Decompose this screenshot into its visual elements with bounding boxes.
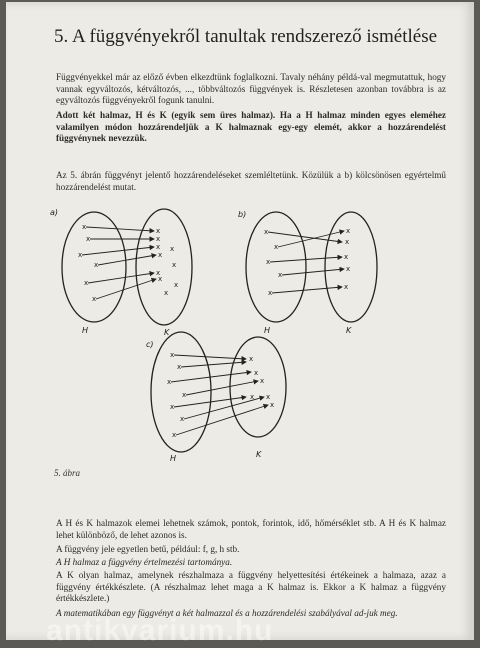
book-page bbox=[6, 2, 474, 647]
svg-text:x: x bbox=[344, 283, 349, 291]
svg-text:x: x bbox=[156, 235, 161, 243]
svg-text:x: x bbox=[158, 251, 163, 259]
svg-text:x: x bbox=[170, 351, 175, 359]
svg-text:x: x bbox=[172, 261, 177, 269]
svg-text:x: x bbox=[78, 251, 83, 259]
svg-text:x: x bbox=[260, 377, 265, 385]
svg-text:x: x bbox=[182, 391, 187, 399]
set-k-ellipse-c bbox=[230, 337, 286, 437]
svg-text:x: x bbox=[172, 431, 177, 439]
set-label-h-b: H bbox=[264, 326, 271, 335]
svg-text:x: x bbox=[86, 235, 91, 243]
paragraph-domain: A H halmaz a függvény értelmezési tartománya. bbox=[56, 557, 233, 567]
set-k-ellipse-a bbox=[136, 209, 192, 325]
svg-text:x: x bbox=[164, 289, 169, 297]
function-mapping-diagram bbox=[46, 207, 446, 467]
svg-text:x: x bbox=[250, 393, 255, 401]
paragraph-function-notation: A függvény jele egyetlen betű, például: f, g, h stb. bbox=[56, 544, 240, 554]
watermark: antikvarium.hu bbox=[46, 614, 274, 647]
svg-text:x: x bbox=[170, 245, 175, 253]
svg-text:x: x bbox=[266, 258, 271, 266]
figure-caption: 5. ábra bbox=[54, 468, 81, 478]
svg-text:x: x bbox=[174, 281, 179, 289]
svg-text:x: x bbox=[92, 295, 97, 303]
svg-text:x: x bbox=[266, 393, 271, 401]
set-label-k-a: K bbox=[164, 328, 170, 337]
diagram-label-b: b) bbox=[238, 210, 247, 219]
svg-text:x: x bbox=[156, 227, 161, 235]
paragraph-definition: Adott két halmaz, H és K (egyik sem üres halmaz). Ha a H halmaz minden egyes eleméhez valamilyen módon hozzárendeljük a K halmaznak egy-egy elemét, akkor a hozzárendelést függvénynek nevezzük. bbox=[56, 110, 446, 144]
svg-text:x: x bbox=[156, 269, 161, 277]
diagram-label-c: c) bbox=[146, 340, 154, 349]
svg-text:x: x bbox=[274, 243, 279, 251]
svg-text:x: x bbox=[345, 238, 350, 246]
paragraph-set-elements: A H és K halmazok elemei lehetnek számok, pontok, forintok, idő, hőmérséklet stb. A H és K halmaz lehet különböző, de lehet azonos is. bbox=[56, 518, 446, 540]
paragraph-definition-rule: A matematikában egy függvényt a két halmazzal és a hozzárendelési szabályával ad-juk meg. bbox=[56, 608, 398, 618]
svg-text:x: x bbox=[344, 253, 349, 261]
section-heading: 5. A függvényekről tanultak rendszerező ismétlése bbox=[54, 26, 438, 47]
set-label-k-b: K bbox=[346, 326, 352, 335]
paragraph-intro: Függvényekkel már az előző évben elkezdtünk foglalkozni. Tavaly néhány példá-val megmutattuk, hogy vannak egyváltozós, kétváltozós, ..., többváltozós függvények is. Részletesen azonban továbbra is az egyváltozós függvényekről fogunk tanulni. bbox=[56, 72, 446, 106]
svg-text:x: x bbox=[82, 223, 87, 231]
svg-text:x: x bbox=[346, 227, 351, 235]
set-h-ellipse-b bbox=[246, 212, 306, 322]
svg-text:x: x bbox=[264, 228, 269, 236]
svg-text:x: x bbox=[84, 279, 89, 287]
svg-text:x: x bbox=[170, 403, 175, 411]
svg-text:x: x bbox=[94, 261, 99, 269]
svg-text:x: x bbox=[268, 289, 273, 297]
svg-text:x: x bbox=[278, 271, 283, 279]
set-label-h-c: H bbox=[170, 454, 177, 463]
svg-text:x: x bbox=[346, 265, 351, 273]
paragraph-figure-ref: Az 5. ábrán függvényt jelentő hozzárendeléseket szemléltetünk. Közülük a b) kölcsönösen egyértelmű hozzárendelést mutat. bbox=[56, 170, 446, 192]
svg-text:x: x bbox=[167, 378, 172, 386]
set-label-k-c: K bbox=[256, 450, 262, 459]
svg-text:x: x bbox=[254, 369, 259, 377]
set-label-h-a: H bbox=[82, 326, 89, 335]
svg-text:x: x bbox=[177, 363, 182, 371]
diagram-label-a: a) bbox=[50, 208, 59, 217]
svg-text:x: x bbox=[270, 401, 275, 409]
set-k-ellipse-b bbox=[325, 212, 377, 322]
svg-text:x: x bbox=[156, 243, 161, 251]
svg-text:x: x bbox=[158, 275, 163, 283]
paragraph-codomain: A K olyan halmaz, amelynek részhalmaza a függvény helyettesítési értékeinek a halmaza, azaz a függvény értékkészlete. (A részhalmaz lehet maga a K halmaz is. Ekkor a K halmaz a függvény értékkészlete.) bbox=[56, 570, 446, 604]
svg-text:x: x bbox=[249, 355, 254, 363]
svg-text:x: x bbox=[180, 415, 185, 423]
